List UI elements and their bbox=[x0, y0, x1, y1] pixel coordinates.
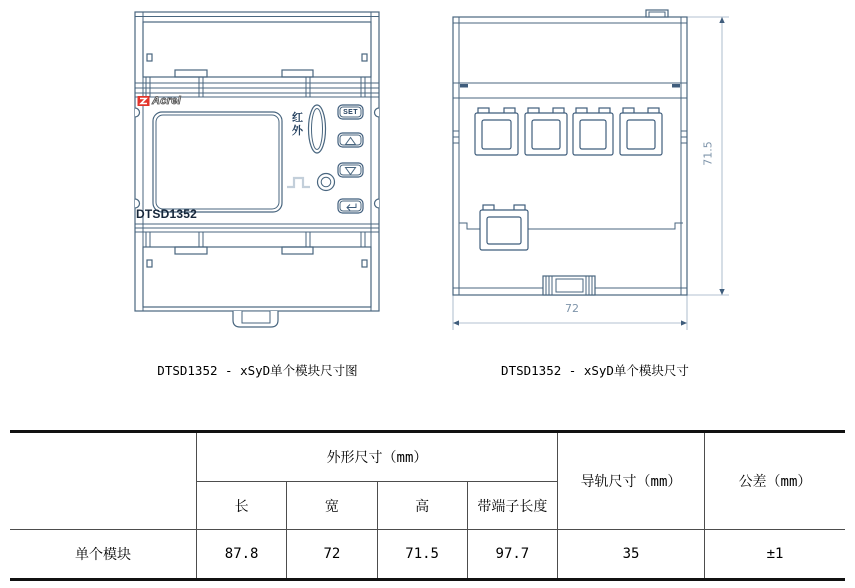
set-button-label: SET bbox=[343, 108, 358, 116]
acrel-logo bbox=[137, 95, 181, 107]
din-rail-clip bbox=[233, 311, 278, 327]
dimension-arrow-icon bbox=[719, 289, 724, 295]
top-tab bbox=[646, 10, 668, 17]
table-cell-width: 72 bbox=[287, 530, 377, 580]
dimension-arrow-icon bbox=[681, 320, 687, 325]
table-cell-length: 87.8 bbox=[197, 530, 287, 580]
dimension-arrow-icon bbox=[453, 320, 459, 325]
brand-label: Acrel bbox=[152, 94, 182, 107]
table-header-length: 长 bbox=[197, 482, 287, 530]
front-view-drawing bbox=[130, 3, 385, 335]
terminal-icon bbox=[620, 108, 662, 155]
terminal-icon bbox=[480, 205, 528, 250]
terminal-icon bbox=[475, 108, 518, 155]
meter-body-outline bbox=[135, 12, 379, 311]
terminal-icon bbox=[525, 108, 567, 155]
table-header-outline-size: 外形尺寸（mm） bbox=[197, 432, 558, 482]
acrel-logo-icon bbox=[137, 95, 150, 107]
infrared-label: 红外 bbox=[292, 112, 303, 137]
front-view-caption: DTSD1352 - xSyD单个模块尺寸图 bbox=[157, 363, 358, 378]
table-corner-cell bbox=[10, 432, 197, 530]
table-header-width: 宽 bbox=[287, 482, 377, 530]
dimension-arrow-icon bbox=[719, 17, 724, 23]
side-view-drawing bbox=[445, 3, 745, 338]
table-header-tolerance: 公差（mm） bbox=[705, 432, 846, 530]
dimension-table bbox=[10, 430, 845, 581]
table-header-with-terminal-length: 带端子长度 bbox=[467, 482, 557, 530]
table-cell-rail: 35 bbox=[558, 530, 705, 580]
din-rail-icon bbox=[543, 276, 595, 295]
table-row-label: 单个模块 bbox=[10, 530, 197, 580]
terminal-icon bbox=[573, 108, 613, 155]
table-header-height: 高 bbox=[377, 482, 467, 530]
table-row bbox=[10, 530, 845, 580]
side-body-outline bbox=[453, 17, 687, 295]
model-label: DTSD1352 bbox=[136, 207, 197, 221]
table-header-rail-size: 导轨尺寸（mm） bbox=[558, 432, 705, 530]
table-cell-height: 71.5 bbox=[377, 530, 467, 580]
height-dimension-label: 71.5 bbox=[701, 141, 715, 166]
table-cell-tolerance: ±1 bbox=[705, 530, 846, 580]
side-view-caption: DTSD1352 - xSyD单个模块尺寸 bbox=[501, 363, 689, 378]
table-cell-terminal-length: 97.7 bbox=[467, 530, 557, 580]
width-dimension-label: 72 bbox=[565, 302, 579, 315]
